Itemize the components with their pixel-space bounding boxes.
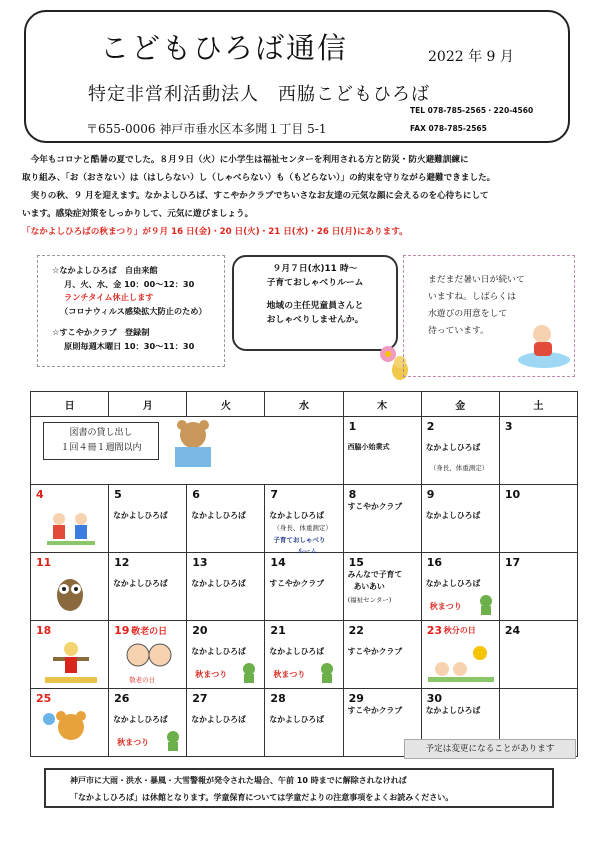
day-cell <box>187 621 265 689</box>
calendar-week <box>31 553 578 621</box>
day-number: 17 <box>504 556 521 569</box>
intro-line: 取り組み、「お（おさない）は（はしらない）し（しゃべらない）も（もどらない）」の約束を守りながら避難できました。 <box>22 173 496 183</box>
day-event: なかよしひろば <box>425 443 481 452</box>
day-cell <box>421 553 499 621</box>
day-event: みんなで子育て <box>347 570 403 579</box>
autumn-festival-label: 秋まつり <box>117 738 150 747</box>
day-number: 6 <box>192 488 200 501</box>
dancing-mascot-icon <box>317 661 337 685</box>
water-play-illustration <box>516 318 572 370</box>
schedule-change-note: 予定は変更になることがあります <box>404 739 576 759</box>
day-cell <box>499 553 577 621</box>
intro-text <box>22 151 574 241</box>
hours-line: 月、火、水、金 10：00～12：30 <box>64 278 195 289</box>
day-cell <box>187 553 265 621</box>
day-number: 20 <box>192 624 208 637</box>
dancing-mascot-icon <box>163 729 183 753</box>
library-cell <box>31 417 344 485</box>
day-number: 11 <box>36 556 52 569</box>
day-cell <box>109 485 187 553</box>
day-event: なかよしひろば <box>191 647 246 656</box>
summer-message-box <box>403 255 575 377</box>
library-line: １回４冊１週間以内 <box>60 443 142 453</box>
day-cell <box>343 417 421 485</box>
day-number: 13 <box>192 556 208 569</box>
day-cell <box>187 689 265 757</box>
autumn-festival-label: 秋まつり <box>195 670 228 679</box>
day-number: 26 <box>114 692 130 705</box>
day-number: 18 <box>36 624 52 637</box>
chat-room-line: 子育ておしゃべりルーム <box>266 277 364 288</box>
day-cell <box>109 689 187 757</box>
equinox-day-label: 秋分の日 <box>443 626 476 635</box>
day-cell <box>421 417 499 485</box>
day-event: 西脇小始業式 <box>347 443 390 451</box>
day-event: すこやかクラブ <box>347 706 403 715</box>
day-event: なかよしひろば <box>191 579 246 588</box>
issue-date: 2022 年 9 月 <box>428 49 514 65</box>
day-number: 4 <box>36 488 44 501</box>
day-event: すこやかクラブ <box>269 579 324 588</box>
day-event: なかよしひろば <box>425 511 481 520</box>
children-playing-illustration <box>45 507 97 549</box>
day-cell <box>31 621 109 689</box>
day-number: 23 <box>426 624 443 637</box>
day-cell <box>499 621 577 689</box>
notice-line: 神戸市に大雨・洪水・暴風・大雪警報が発令された場合、午前 10 時までに解除されなければ <box>70 776 407 785</box>
day-event: すこやかクラブ <box>347 502 403 511</box>
calendar-header-row <box>31 392 578 417</box>
day-number: 5 <box>114 488 122 501</box>
library-line: 図書の貸し出し <box>69 428 133 438</box>
day-cell <box>31 553 109 621</box>
day-cell <box>31 689 109 757</box>
autumn-festival-label: 秋まつり <box>429 602 462 611</box>
day-subnote: （身長、体重測定） <box>429 464 489 472</box>
weekday-tue: 火 <box>187 392 265 417</box>
dancing-mascot-icon <box>239 661 259 685</box>
day-number: 30 <box>426 692 443 705</box>
day-cell <box>31 485 109 553</box>
tel-number: TEL 078-785-2565・220-4560 <box>410 106 534 115</box>
calendar-week <box>31 417 578 485</box>
day-number: 8 <box>348 488 357 501</box>
day-number: 14 <box>270 556 286 569</box>
day-cell <box>499 417 577 485</box>
calendar-week <box>31 485 578 553</box>
summer-message-line: まだまだ暑い日が続いて <box>428 275 525 285</box>
calendar-week <box>31 621 578 689</box>
hours-box <box>37 255 225 367</box>
festival-announcement: 「なかよしひろばの秋まつり」が９月 16 日(金)・20 日(火)・21 日(水)・26 日(月)にあります。 <box>22 227 408 237</box>
hours-line: 原則毎週木曜日 10：30～11：30 <box>64 340 195 351</box>
day-number: 16 <box>426 556 443 569</box>
day-cell <box>343 553 421 621</box>
weekday-wed: 水 <box>265 392 343 417</box>
day-number: 3 <box>504 420 513 433</box>
day-number: 2 <box>426 420 435 433</box>
day-event: なかよしひろば <box>425 706 481 715</box>
weekday-sat: 土 <box>499 392 577 417</box>
day-subnote: (福祉センター) <box>347 596 392 604</box>
weather-warning-notice <box>44 768 554 808</box>
elderly-couple-illustration <box>123 639 175 679</box>
weekday-sun: 日 <box>31 392 109 417</box>
intro-line: 今年もコロナと酷暑の夏でした。８月９日（火）に小学生は福祉センターを利用される方と防災・防火避難訓練に <box>22 155 469 165</box>
library-box <box>43 422 159 460</box>
respect-aged-day-label: 敬老の日 <box>131 627 168 637</box>
day-number: 19 <box>114 624 130 637</box>
fax-number: FAX 078-785-2565 <box>410 124 487 133</box>
calendar <box>30 391 578 757</box>
day-event: なかよしひろば <box>113 511 168 520</box>
day-cell <box>265 553 343 621</box>
organization-name: 特定非営利活動法人 西脇こどもひろば <box>88 84 430 105</box>
address: 〒655-0006 神戸市垂水区本多聞１丁目 5-1 <box>86 122 327 136</box>
day-cell <box>421 485 499 553</box>
day-subnote: （身長、体重測定） <box>273 524 332 532</box>
day-event: なかよしひろば <box>269 647 324 656</box>
weekday-fri: 金 <box>421 392 499 417</box>
day-event: あいあい <box>353 582 385 591</box>
day-cell <box>109 553 187 621</box>
day-number: 25 <box>36 692 52 705</box>
chat-room-line: ９月７日(水)11 時～ <box>272 264 358 274</box>
weekday-thu: 木 <box>343 392 421 417</box>
intro-line: 実りの秋、９ 月を迎えます。なかよしひろば、すこやかクラブでちいさなお友達の元気な顔に会えるのを心待ちにして <box>22 191 489 201</box>
hours-line: ☆なかよしひろば 自由来館 <box>52 265 158 275</box>
day-event: なかよしひろば <box>113 715 168 724</box>
day-number: 7 <box>270 488 279 501</box>
bear-reading-illustration <box>171 419 215 471</box>
day-number: 15 <box>348 556 364 569</box>
day-cell <box>187 485 265 553</box>
day-cell <box>109 621 187 689</box>
intro-line: います。感染症対策をしっかりして、元気に遊びましょう。 <box>22 209 254 219</box>
day-event: すこやかクラブ <box>347 647 403 656</box>
summer-message-line: いますね。しばらくは <box>428 292 516 302</box>
notice-line: 「なかよしひろば」は休館となります。学童保育については学童だよりの注意事項をよくお読みください。 <box>70 793 454 802</box>
day-cell <box>343 621 421 689</box>
chat-room-line: 地域の主任児童員さんと <box>266 301 364 311</box>
day-number: 9 <box>426 488 435 501</box>
hours-line: ☆すこやかクラブ 登録制 <box>52 327 150 337</box>
chat-room-note: 子育ておしゃべり <box>273 536 326 544</box>
day-event: なかよしひろば <box>269 511 324 520</box>
day-event: なかよしひろば <box>113 579 168 588</box>
day-event: なかよしひろば <box>425 579 481 588</box>
day-number: 29 <box>348 692 364 705</box>
owl-illustration <box>53 573 87 615</box>
keiro-sign: 敬老の日 <box>129 676 156 684</box>
newsletter-title: こどもひろば通信 <box>100 31 349 65</box>
day-number: 24 <box>504 624 521 637</box>
moon-viewing-illustration <box>428 643 494 683</box>
chat-room-line: おしゃべりしませんか。 <box>266 314 364 325</box>
bear-balloon-illustration <box>41 705 97 753</box>
day-cell <box>421 621 499 689</box>
weekday-mon: 月 <box>109 392 187 417</box>
dancing-mascot-icon <box>476 593 496 617</box>
hours-line: （コロナウィルス感染拡大防止のため） <box>60 305 207 316</box>
summer-message-line: 待っています。 <box>428 326 489 336</box>
lunch-notice: ランチタイム休止します <box>64 292 154 302</box>
day-event: なかよしひろば <box>269 715 324 724</box>
day-number: 10 <box>504 488 521 501</box>
day-cell <box>265 621 343 689</box>
day-number: 12 <box>114 556 130 569</box>
day-cell <box>265 485 343 553</box>
scarecrow-illustration <box>45 639 97 685</box>
day-cell <box>265 689 343 757</box>
chat-room-note: ルーム <box>297 547 317 555</box>
day-number: 27 <box>192 692 208 705</box>
day-number: 21 <box>270 624 286 637</box>
summer-message-line: 水遊びの用意をして <box>428 309 508 319</box>
day-number: 28 <box>270 692 286 705</box>
autumn-festival-label: 秋まつり <box>273 670 306 679</box>
day-cell <box>499 485 577 553</box>
day-number: 22 <box>348 624 364 637</box>
day-cell <box>343 485 421 553</box>
day-event: なかよしひろば <box>191 511 246 520</box>
day-number: 1 <box>348 420 357 433</box>
day-event: なかよしひろば <box>191 715 246 724</box>
